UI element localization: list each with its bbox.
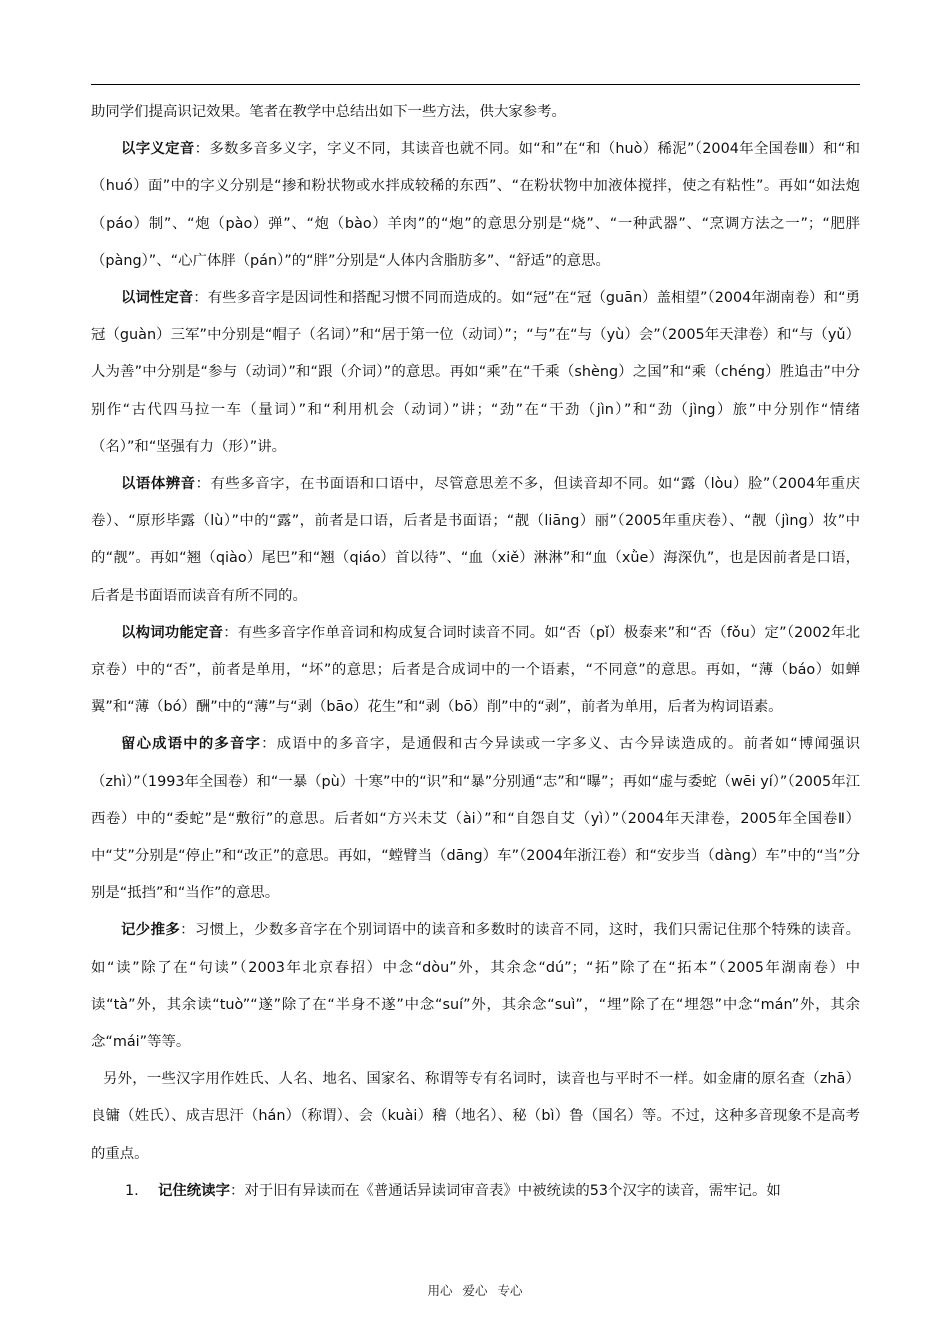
paragraph-proper-nouns: 另外，一些汉字用作姓氏、人名、地名、国家名、称谓等专有名词时，读音也与平时不一样。如金庸的原名查（zhā）良镛（姓氏）、成吉思汗（hán）（称谓）、会（kuài）稽（地名）、秘（bì）鲁（国名）等。不过，这种多音现象不是高考的重点。 [91, 1071, 860, 1162]
paragraph-heading: 以词性定音 [121, 290, 194, 307]
paragraph-register [91, 466, 860, 615]
paragraph-text: ：习惯上，少数多音字在个别词语中的读音和多数时的读音不同，这时，我们只需记住那个特殊的读音。如“读”除了在“句读”（2003年北京春招）中念“dòu”外，其余念“dú”；“拓”除了在“拓本”（2005年湖南卷）中读“tà”外，其余读“tuò”“遂”除了在“半身不遂”中念“suí”外，其余念“suì”，“埋”除了在“埋怨”中念“mán”外，其余念“mái”等等。 [91, 922, 860, 1051]
paragraph-text: ：多数多音多义字，字义不同，其读音也就不同。如“和”在“和（huò）稀泥”（2004年全国卷Ⅲ）和“和（huó）面”中的字义分别是“掺和粉状物或水拌成较稀的东西”、“在粉状物中加液体搅拌，使之有粘性”。再如“如法炮（páo）制”、“炮（pào）弹”、“炮（bào）羊肉”的“炮”的意思分别是“烧”、“一种武器”、“烹调方法之一”；“肥胖（pàng）”、“心广体胖（pán）”的“胖”分别是“人体内含脂肪多”、“舒适”的意思。 [91, 141, 860, 269]
paragraph-memorize-few [91, 912, 860, 1061]
paragraph-heading: 记少推多 [121, 922, 181, 939]
list-number: 1. [125, 1182, 139, 1199]
paragraph-text: ：对于旧有异读而在《普通话异读词审音表》中被统读的53个汉字的读音，需牢记。如 [229, 1182, 781, 1199]
list-item-unified-reading [91, 1173, 860, 1210]
document-body [91, 94, 860, 1210]
header-rule [91, 84, 860, 85]
paragraph-heading: 以语体辨音 [121, 476, 196, 493]
paragraph-word-formation [91, 615, 860, 727]
paragraph-part-of-speech [91, 280, 860, 466]
paragraph-heading: 以构词功能定音 [121, 624, 224, 641]
paragraph-text: ：有些多音字是因词性和搭配习惯不同而造成的。如“冠”在“冠（guān）盖相望”（2004年湖南卷）和“勇冠（guàn）三军”中分别是“帽子（名词）”和“居于第一位（动词）”；“与”在“与（yù）会”（2005年天津卷）和“与（yǔ）人为善”中分别是“参与（动词）”和“跟（介词）”的意思。再如“乘”在“千乘（shèng）之国”和“乘（chéng）胜追击”中分别作“古代四马拉一车（量词）”和“利用机会（动词）”讲；“劲”在“干劲（jìn）”和“劲（jìng）旅”中分别作“情绪（名）”和“坚强有力（形）”讲。 [91, 290, 860, 455]
paragraph-text: ：有些多音字，在书面语和口语中，尽管意思差不多，但读音却不同。如“露（lòu）脸”（2004年重庆卷）、“原形毕露（lù）”中的“露”，前者是口语，后者是书面语；“靓（liāng）丽”（2005年重庆卷）、“靓（jìng）妆”中的“靓”。再如“翘（qiào）尾巴”和“翘（qiáo）首以待”、“血（xiě）淋淋”和“血（xǜe）海深仇”，也是因前者是口语，后者是书面语而读音有所不同的。 [91, 476, 860, 604]
paragraph-meaning [91, 131, 860, 280]
paragraph-idioms [91, 726, 860, 912]
paragraph-heading: 留心成语中的多音字 [121, 736, 262, 753]
paragraph-heading: 记住统读字 [158, 1182, 230, 1199]
paragraph-text: ：成语中的多音字，是通假和古今异读或一字多义、古今异读造成的。前者如“博闻强识（zhì）”（1993年全国卷）和“一暴（pù）十寒”中的“识”和“暴”分别通“志”和“曝”；再如“虚与委蛇（wēi yí）”（2005年江西卷）中的“委蛇”是“敷衍”的意思。后者如“方兴未艾（ài）”和“自怨自艾（yì）”（2004年天津卷，2005年全国卷Ⅱ）中“艾”分别是“停止”和“改正”的意思。再如，“螳臂当（dāng）车”（2004年浙江卷）和“安步当（dàng）车”中的“当”分别是“抵挡”和“当作”的意思。 [91, 736, 860, 902]
page-footer: 用心 爱心 专心 [427, 1283, 523, 1298]
intro-paragraph: 助同学们提高识记效果。笔者在教学中总结出如下一些方法，供大家参考。 [91, 104, 566, 120]
paragraph-heading: 以字义定音 [121, 141, 195, 158]
paragraph-text: ：有些多音字作单音词和构成复合词时读音不同。如“否（pǐ）极泰来”和“否（fǒu）定”（2002年北京卷）中的“否”，前者是单用，“坏”的意思；后者是合成词中的一个语素，“不同意”的意思。再如，“薄（báo）如蝉翼”和“薄（bó）酬”中的“薄”与“剥（bāo）花生”和“剥（bō）削”中的“剥”，前者为单用，后者为构词语素。 [91, 624, 860, 716]
